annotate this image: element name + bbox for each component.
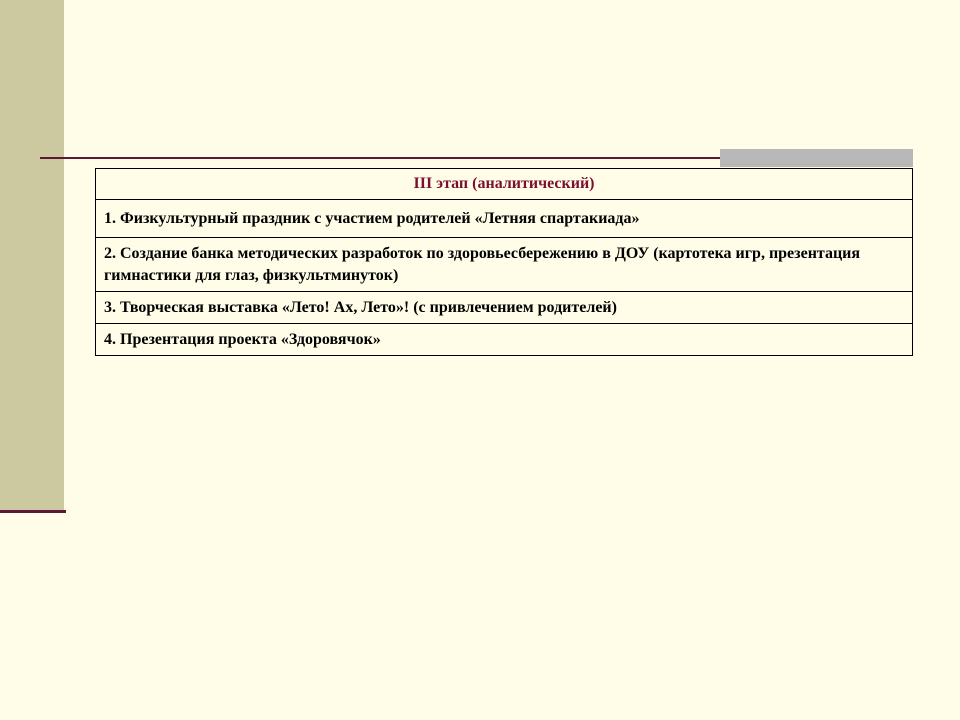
left-bar-underline (0, 510, 66, 513)
left-decorative-bar (0, 0, 64, 511)
table-header-cell: III этап (аналитический) (96, 169, 913, 200)
stage-table (95, 168, 913, 356)
table-cell-1: 1. Физкультурный праздник с участием родителей «Летняя спартакиада» (96, 200, 913, 238)
grey-decorative-block (720, 149, 913, 167)
table-header-row (96, 169, 913, 200)
table-row (96, 200, 913, 238)
table-cell-3: 3. Творческая выставка «Лето! Ах, Лето»! (с привлечением родителей) (96, 292, 913, 324)
table-row (96, 324, 913, 356)
table-cell-4: 4. Презентация проекта «Здоровячок» (96, 324, 913, 356)
table-row (96, 238, 913, 292)
table-cell-2: 2. Создание банка методических разработок по здоровьесбережению в ДОУ (картотека игр, презентация гимнастики для глаз, физкультминуток) (96, 238, 913, 292)
top-horizontal-rule (40, 157, 720, 159)
table-row (96, 292, 913, 324)
